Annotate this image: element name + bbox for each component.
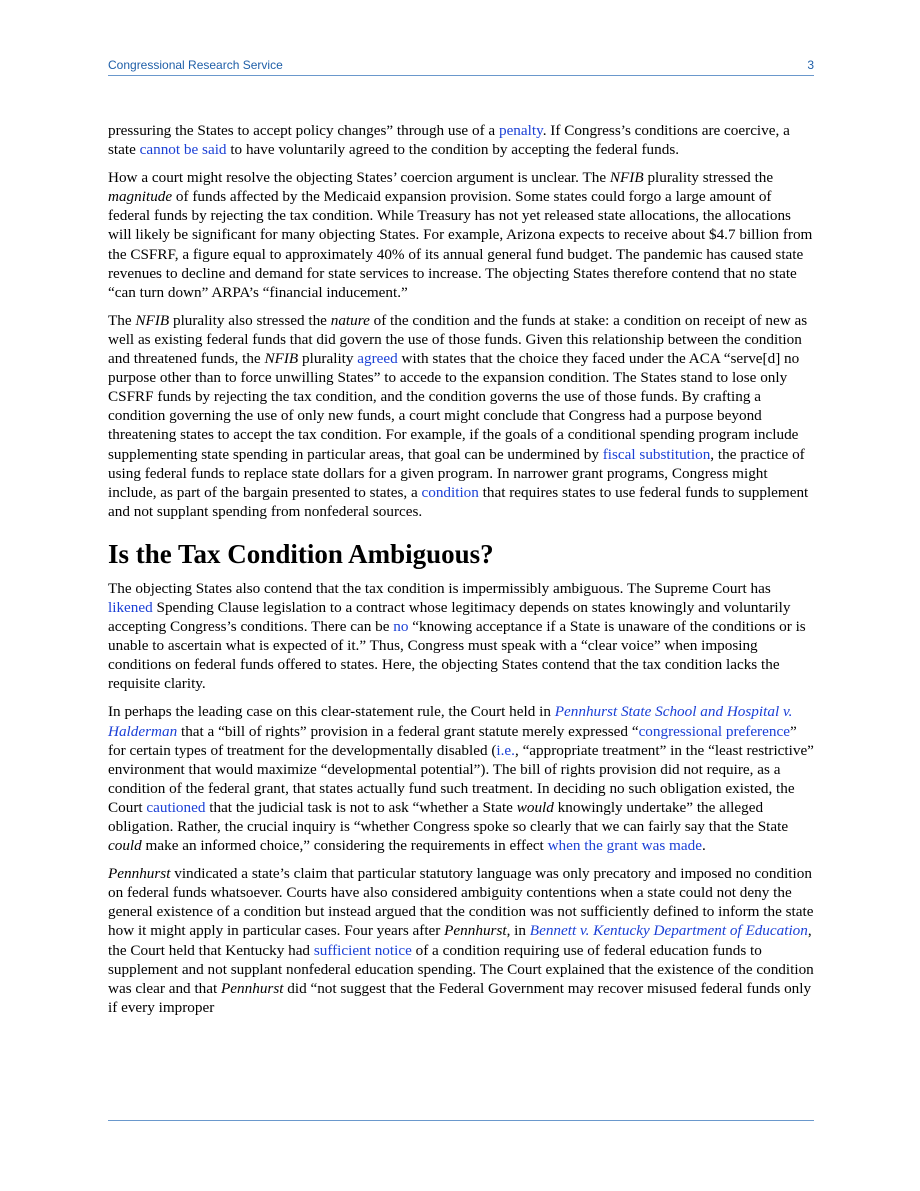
- text: , the practice of using federal funds to replace state dollars for a given program. In narrower grant programs, Congress might include, as part of the bargain presented to states, a: [108, 445, 805, 501]
- link-sufficient-notice[interactable]: sufficient notice: [313, 941, 412, 959]
- emphasis-italic: could: [108, 837, 142, 855]
- text: . If Congress’s conditions are coercive, a state: [108, 122, 790, 159]
- link-when-grant-was-made[interactable]: when the grant was made: [547, 837, 702, 855]
- text: make an informed choice,” considering the requirements in effect: [141, 837, 548, 855]
- case-name-italic: Pennhurst: [221, 979, 284, 997]
- link-fiscal-substitution[interactable]: fiscal substitution: [602, 445, 711, 463]
- paragraph-6: [108, 864, 814, 1017]
- page-header: [108, 58, 814, 74]
- text: , in: [506, 922, 530, 940]
- emphasis-italic: nature: [330, 311, 370, 329]
- paragraph-5: [108, 702, 814, 855]
- text: .: [701, 837, 706, 855]
- text: to have voluntarily agreed to the condition by accepting the federal funds.: [226, 141, 680, 159]
- text: did “not suggest that the Federal Government may recover misused federal funds only if every improper: [108, 979, 812, 1016]
- text: plurality also stressed the: [169, 311, 331, 329]
- link-ie[interactable]: i.e.: [496, 741, 515, 759]
- paragraph-3: [108, 311, 814, 521]
- paragraph-4: [108, 579, 814, 694]
- text: , “appropriate treatment” in the “least restrictive” environment that would maximize “developmental potential”). The bill of rights provision did not require, as a condition of the federal grant, that states actually fund such treatment. In deciding no such obligation existed, the Court: [108, 741, 814, 816]
- case-name-italic: Bennett v. Kentucky Department of Education: [529, 922, 808, 940]
- text: pressuring the States to accept policy changes” through use of a: [108, 122, 499, 139]
- case-name-italic: Pennhurst: [444, 922, 507, 940]
- footer-rule: [108, 1120, 814, 1121]
- text: that requires states to use federal funds to supplement and not supplant spending from nonfederal sources.: [108, 483, 809, 520]
- link-bennett[interactable]: [530, 922, 808, 939]
- page-number: 3: [807, 58, 814, 72]
- text: plurality: [298, 350, 358, 368]
- text: plurality stressed the: [643, 169, 774, 187]
- text: with states that the choice they faced under the ACA “serve[d] no purpose other than to force unwilling States” to accede to the expansion condition. The States stand to lose only CSFRF funds by rejecting the tax condition, and the condition governs the use of those funds. By crafting a condition governing the use of only new funds, a court might conclude that Congress had a purpose beyond threatening states to accept the tax condition. For example, if the goals of a conditional spending program include supplementing state spending in particular areas, that goal can be undermined by: [108, 350, 800, 463]
- text: In perhaps the leading case on this clear-statement rule, the Court held in: [108, 703, 555, 721]
- text: of the condition and the funds at stake: a condition on receipt of new as well as existing federal funds that did govern the use of those funds. Given this relationship between the condition and threatened funds, the: [108, 311, 808, 368]
- document-body: [108, 121, 814, 1017]
- case-name-italic: NFIB: [135, 311, 170, 329]
- link-no[interactable]: no: [393, 618, 409, 636]
- text: that the judicial task is not to ask “whether a State: [205, 798, 517, 816]
- case-name-italic: Pennhurst: [108, 865, 171, 883]
- emphasis-italic: magnitude: [108, 188, 173, 206]
- text: , the Court held that Kentucky had: [108, 922, 812, 959]
- text: ” for certain types of treatment for the developmentally disabled (: [108, 722, 797, 759]
- link-congressional-preference[interactable]: congressional preference: [638, 722, 790, 740]
- link-penalty[interactable]: penalty: [498, 122, 543, 139]
- case-name-italic: NFIB: [264, 350, 299, 368]
- emphasis-italic: would: [516, 798, 554, 816]
- text: The: [108, 311, 136, 329]
- text: that a “bill of rights” provision in a federal grant statute merely expressed “: [177, 722, 639, 740]
- link-cannot-be-said[interactable]: cannot be said: [139, 141, 227, 159]
- link-likened[interactable]: likened: [108, 598, 153, 616]
- text: vindicated a state’s claim that particular statutory language was only precatory and imposed no condition on federal funds whatsoever. Courts have also considered ambiguity contentions when a state could not deny the general existence of a condition but instead argued that the condition was not sufficiently defined to inform the state how it might apply in particular cases. Four years after: [108, 865, 814, 940]
- case-name-italic: NFIB: [609, 169, 644, 187]
- text: Spending Clause legislation to a contract whose legitimacy depends on states knowingly and voluntarily accepting Congress’s conditions. There can be: [108, 598, 791, 636]
- link-cautioned[interactable]: cautioned: [146, 798, 206, 816]
- link-condition[interactable]: condition: [421, 483, 479, 501]
- text: “knowing acceptance if a State is unaware of the conditions or is unable to ascertain what is expected of it.” Thus, Congress must speak with a “clear voice” when imposing conditions on federal funds offered to states. Here, the objecting States contend that the tax condition lacks the requisite clarity.: [108, 618, 806, 693]
- header-rule: [108, 75, 814, 76]
- header-organization: Congressional Research Service: [108, 58, 283, 72]
- text: How a court might resolve the objecting States’ coercion argument is unclear. The: [108, 169, 610, 187]
- paragraph-1: [108, 121, 814, 159]
- text: of a condition requiring use of federal education funds to supplement and not supplant nonfederal education spending. The Court explained that the existence of the condition was clear and that: [108, 941, 814, 997]
- text: of funds affected by the Medicaid expansion provision. Some states could forgo a large amount of federal funds by rejecting the tax condition. While Treasury has not yet released state allocations, the allocations will likely be significant for many objecting States. For example, Arizona expects to receive about $4.7 billion from the CSFRF, a figure equal to approximately 40% of its annual general fund budget. The pandemic has caused state revenues to decline and demand for state services to increase. The objecting States therefore contend that no state “can turn down” ARPA’s “financial inducement.”: [108, 188, 813, 301]
- link-agreed[interactable]: agreed: [357, 350, 398, 368]
- section-heading: Is the Tax Condition Ambiguous?: [108, 538, 494, 569]
- text: knowingly undertake” the alleged obligation. Rather, the crucial inquiry is “whether Congress spoke so clearly that we can fairly say that the State: [108, 798, 789, 835]
- case-name-italic: Pennhurst State School and Hospital v. Halderman: [108, 703, 793, 740]
- paragraph-2: [108, 168, 814, 302]
- text: The objecting States also contend that the tax condition is impermissibly ambiguous. The Supreme Court has: [108, 579, 771, 597]
